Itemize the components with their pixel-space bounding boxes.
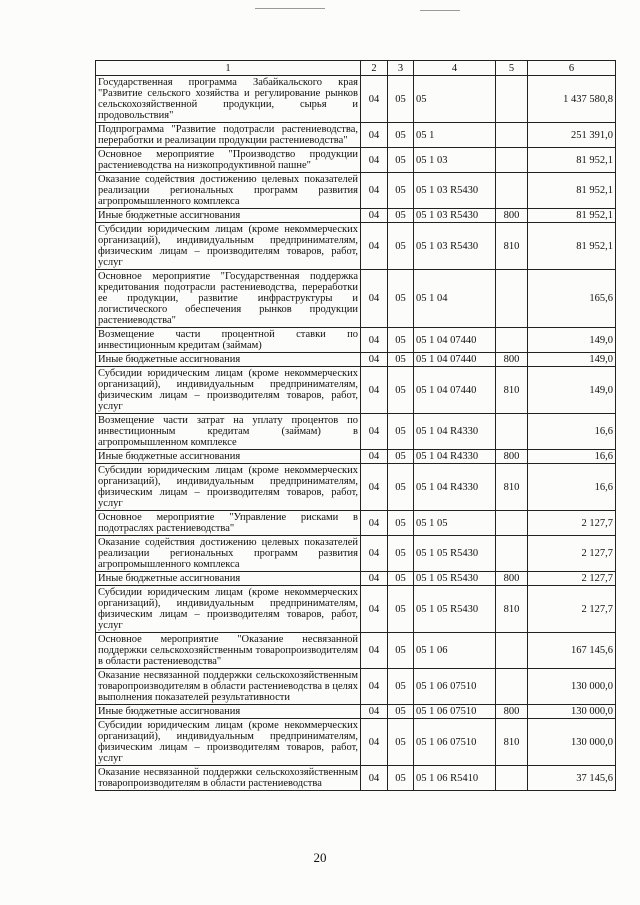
cell-section: 04 [361,173,388,209]
table-row [96,209,616,223]
cell-amount: 81 952,1 [528,209,616,223]
cell-expense-type: 810 [496,367,528,414]
cell-amount: 251 391,0 [528,123,616,148]
cell-name: Основное мероприятие "Государственная поддержка кредитования подотрасли растениеводства, переработки ее продукции, развитие инфраструктуры и логистического обеспечения рынков продукции растениеводства" [96,270,361,328]
cell-amount: 149,0 [528,328,616,353]
cell-subsection: 05 [388,173,414,209]
cell-amount: 130 000,0 [528,719,616,766]
cell-amount: 130 000,0 [528,669,616,705]
table-row [96,173,616,209]
cell-expense-type [496,511,528,536]
cell-subsection: 05 [388,328,414,353]
cell-name: Иные бюджетные ассигнования [96,209,361,223]
cell-target-item: 05 [414,76,496,123]
cell-name: Возмещение части затрат на уплату процентов по инвестиционным кредитам (займам) в агропромышленном комплексе [96,414,361,450]
cell-subsection: 05 [388,464,414,511]
cell-section: 04 [361,209,388,223]
cell-name: Государственная программа Забайкальского края "Развитие сельского хозяйства и регулирование рынков сельскохозяйственной продукции, сырья и продовольствия" [96,76,361,123]
table-row [96,705,616,719]
cell-expense-type [496,536,528,572]
cell-target-item: 05 1 06 [414,633,496,669]
cell-name: Иные бюджетные ассигнования [96,353,361,367]
table-row [96,223,616,270]
cell-target-item: 05 1 04 07440 [414,328,496,353]
cell-name: Субсидии юридическим лицам (кроме некоммерческих организаций), индивидуальным предпринимателям, физическим лицам – производителям товаров, работ, услуг [96,719,361,766]
cell-section: 04 [361,511,388,536]
cell-target-item: 05 1 04 R4330 [414,464,496,511]
cell-name: Иные бюджетные ассигнования [96,572,361,586]
cell-subsection: 05 [388,572,414,586]
cell-target-item: 05 1 [414,123,496,148]
table-body [96,76,616,791]
cell-amount: 149,0 [528,353,616,367]
table-row [96,464,616,511]
cell-expense-type: 800 [496,705,528,719]
cell-section: 04 [361,223,388,270]
cell-name: Оказание несвязанной поддержки сельскохозяйственным товаропроизводителям в области растениеводства в целях выполнения показателей результативности [96,669,361,705]
cell-name: Подпрограмма "Развитие подотрасли растениеводства, переработки и реализации продукции растениеводства" [96,123,361,148]
page-number: 20 [313,850,327,865]
cell-name: Оказание несвязанной поддержки сельскохозяйственным товаропроизводителям в области растениеводства [96,766,361,791]
cell-target-item: 05 1 03 R5430 [414,173,496,209]
cell-target-item: 05 1 03 R5430 [414,209,496,223]
cell-name: Субсидии юридическим лицам (кроме некоммерческих организаций), индивидуальным предпринимателям, физическим лицам – производителям товаров, работ, услуг [96,223,361,270]
cell-target-item: 05 1 05 [414,511,496,536]
cell-section: 04 [361,148,388,173]
cell-subsection: 05 [388,633,414,669]
table-row [96,367,616,414]
cell-subsection: 05 [388,586,414,633]
cell-section: 04 [361,328,388,353]
cell-amount: 165,6 [528,270,616,328]
scan-artifact-line [255,8,325,9]
budget-table [95,60,616,791]
cell-section: 04 [361,705,388,719]
cell-amount: 2 127,7 [528,586,616,633]
cell-target-item: 05 1 06 07510 [414,669,496,705]
cell-subsection: 05 [388,209,414,223]
cell-amount: 81 952,1 [528,148,616,173]
table-row [96,148,616,173]
cell-target-item: 05 1 04 R4330 [414,450,496,464]
cell-name: Субсидии юридическим лицам (кроме некоммерческих организаций), индивидуальным предпринимателям, физическим лицам – производителям товаров, работ, услуг [96,464,361,511]
cell-name: Основное мероприятие "Оказание несвязанной поддержки сельскохозяйственным товаропроизводителям в области растениеводства" [96,633,361,669]
cell-section: 04 [361,669,388,705]
cell-subsection: 05 [388,719,414,766]
cell-subsection: 05 [388,414,414,450]
cell-section: 04 [361,766,388,791]
cell-subsection: 05 [388,450,414,464]
cell-section: 04 [361,572,388,586]
cell-amount: 130 000,0 [528,705,616,719]
column-header-expense-type: 5 [496,61,528,76]
cell-section: 04 [361,367,388,414]
cell-expense-type [496,123,528,148]
table-row [96,669,616,705]
cell-name: Основное мероприятие "Управление рисками в подотраслях растениеводства" [96,511,361,536]
table-row [96,572,616,586]
cell-section: 04 [361,464,388,511]
cell-subsection: 05 [388,123,414,148]
cell-expense-type [496,148,528,173]
cell-amount: 81 952,1 [528,223,616,270]
cell-expense-type: 800 [496,209,528,223]
cell-expense-type: 800 [496,450,528,464]
cell-target-item: 05 1 03 [414,148,496,173]
cell-subsection: 05 [388,511,414,536]
cell-target-item: 05 1 06 07510 [414,719,496,766]
table-row [96,353,616,367]
cell-amount: 16,6 [528,414,616,450]
cell-name: Возмещение части процентной ставки по инвестиционным кредитам (займам) [96,328,361,353]
cell-subsection: 05 [388,766,414,791]
cell-expense-type: 810 [496,223,528,270]
column-header-section: 2 [361,61,388,76]
cell-subsection: 05 [388,270,414,328]
cell-target-item: 05 1 05 R5430 [414,586,496,633]
scan-artifact-line [420,10,460,11]
cell-name: Субсидии юридическим лицам (кроме некоммерческих организаций), индивидуальным предпринимателям, физическим лицам – производителям товаров, работ, услуг [96,586,361,633]
cell-subsection: 05 [388,223,414,270]
cell-amount: 2 127,7 [528,511,616,536]
cell-subsection: 05 [388,148,414,173]
cell-expense-type: 800 [496,353,528,367]
cell-expense-type: 800 [496,572,528,586]
cell-expense-type [496,633,528,669]
cell-subsection: 05 [388,353,414,367]
cell-amount: 81 952,1 [528,173,616,209]
cell-name: Иные бюджетные ассигнования [96,705,361,719]
column-header-target-item: 4 [414,61,496,76]
table-row [96,511,616,536]
cell-expense-type [496,173,528,209]
cell-amount: 16,6 [528,464,616,511]
cell-expense-type [496,270,528,328]
table-row [96,719,616,766]
column-header-name: 1 [96,61,361,76]
cell-name: Оказание содействия достижению целевых показателей реализации региональных программ развития агропромышленного комплекса [96,173,361,209]
cell-amount: 16,6 [528,450,616,464]
cell-section: 04 [361,270,388,328]
table-row [96,123,616,148]
cell-target-item: 05 1 04 R4330 [414,414,496,450]
cell-amount: 2 127,7 [528,572,616,586]
cell-expense-type: 810 [496,586,528,633]
table-row [96,76,616,123]
cell-subsection: 05 [388,536,414,572]
column-header-amount: 6 [528,61,616,76]
cell-expense-type [496,669,528,705]
cell-expense-type: 810 [496,464,528,511]
cell-target-item: 05 1 04 07440 [414,367,496,414]
cell-expense-type [496,414,528,450]
cell-section: 04 [361,353,388,367]
cell-target-item: 05 1 04 07440 [414,353,496,367]
cell-name: Основное мероприятие "Производство продукции растениеводства на низкопродуктивной пашне" [96,148,361,173]
cell-section: 04 [361,719,388,766]
table-row [96,633,616,669]
column-header-subsection: 3 [388,61,414,76]
cell-section: 04 [361,414,388,450]
cell-target-item: 05 1 04 [414,270,496,328]
table-row [96,586,616,633]
cell-expense-type: 810 [496,719,528,766]
cell-expense-type [496,328,528,353]
cell-amount: 149,0 [528,367,616,414]
cell-name: Оказание содействия достижению целевых показателей реализации региональных программ развития агропромышленного комплекса [96,536,361,572]
table-row [96,766,616,791]
cell-target-item: 05 1 03 R5430 [414,223,496,270]
cell-section: 04 [361,633,388,669]
cell-name: Субсидии юридическим лицам (кроме некоммерческих организаций), индивидуальным предпринимателям, физическим лицам – производителям товаров, работ, услуг [96,367,361,414]
cell-target-item: 05 1 05 R5430 [414,536,496,572]
cell-subsection: 05 [388,705,414,719]
table-row [96,270,616,328]
cell-subsection: 05 [388,367,414,414]
cell-target-item: 05 1 06 R5410 [414,766,496,791]
cell-amount: 1 437 580,8 [528,76,616,123]
cell-subsection: 05 [388,669,414,705]
table-row [96,536,616,572]
cell-expense-type [496,76,528,123]
cell-name: Иные бюджетные ассигнования [96,450,361,464]
cell-expense-type [496,766,528,791]
cell-target-item: 05 1 05 R5430 [414,572,496,586]
cell-amount: 167 145,6 [528,633,616,669]
table-row [96,328,616,353]
table-row [96,450,616,464]
cell-subsection: 05 [388,76,414,123]
table-header-row [96,61,616,76]
cell-section: 04 [361,76,388,123]
cell-section: 04 [361,586,388,633]
table-row [96,414,616,450]
cell-target-item: 05 1 06 07510 [414,705,496,719]
cell-amount: 2 127,7 [528,536,616,572]
cell-section: 04 [361,450,388,464]
cell-amount: 37 145,6 [528,766,616,791]
cell-section: 04 [361,123,388,148]
cell-section: 04 [361,536,388,572]
